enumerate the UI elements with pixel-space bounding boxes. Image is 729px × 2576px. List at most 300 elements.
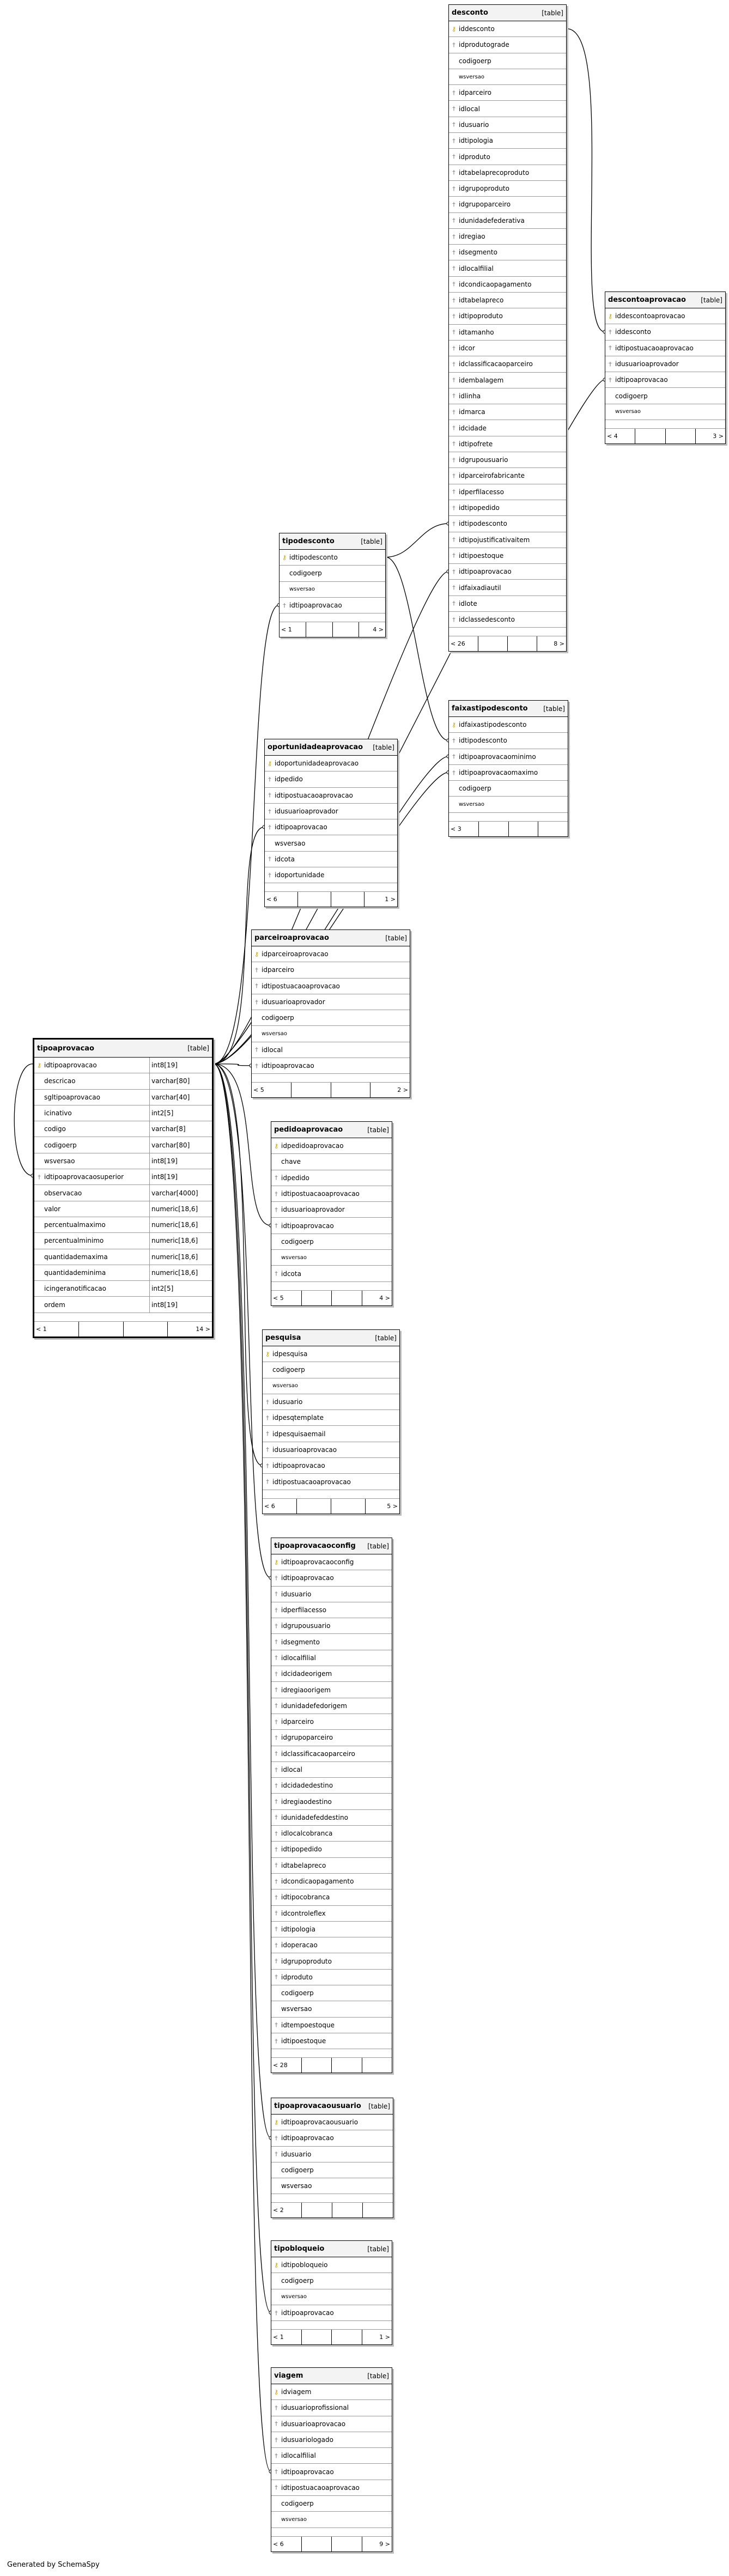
column-row[interactable] <box>605 388 725 404</box>
column-row[interactable] <box>34 1249 212 1265</box>
footer-cell <box>332 2537 362 2551</box>
column-row[interactable] <box>263 1346 399 1362</box>
table-spacer <box>605 420 725 429</box>
table-header[interactable] <box>271 2368 392 2384</box>
table-pedidoaprovacao[interactable] <box>271 1121 392 1306</box>
column-row[interactable] <box>271 2162 393 2178</box>
column-row[interactable] <box>605 341 725 356</box>
column-name-cell <box>449 424 566 432</box>
column-row[interactable] <box>271 1202 392 1218</box>
column-type: int8[19] <box>149 1153 212 1169</box>
column-row[interactable] <box>271 1778 392 1794</box>
column-row[interactable] <box>271 1985 392 2001</box>
column-name: idmarca <box>459 408 485 416</box>
column-name-cell <box>271 1206 392 1213</box>
column-row[interactable] <box>449 325 566 341</box>
column-name: chave <box>281 1158 301 1166</box>
column-name: descricao <box>44 1077 76 1085</box>
column-row[interactable] <box>449 293 566 308</box>
column-name: idusuarioprofissional <box>281 2404 349 2412</box>
column-name: iddesconto <box>615 328 651 336</box>
column-row[interactable] <box>265 819 397 835</box>
column-row[interactable] <box>252 946 410 962</box>
column-name-cell <box>271 2436 392 2444</box>
column-row[interactable] <box>271 1666 392 1682</box>
column-name-cell <box>449 616 566 623</box>
column-name: idtipologia <box>459 137 493 145</box>
column-row[interactable] <box>280 566 385 581</box>
table-viagem[interactable] <box>271 2367 392 2552</box>
column-name-cell <box>449 265 566 272</box>
column-row[interactable] <box>271 1218 392 1234</box>
column-row[interactable] <box>449 53 566 69</box>
column-row[interactable] <box>271 2033 392 2049</box>
foreign-key-icon: † <box>275 2420 278 2428</box>
table-desconto[interactable] <box>448 4 567 652</box>
foreign-key-icon: † <box>452 281 455 288</box>
foreign-key-icon: † <box>609 328 612 336</box>
column-row[interactable] <box>271 1970 392 1985</box>
column-name: idtipostuacaoaprovacao <box>262 982 340 990</box>
table-header[interactable] <box>280 533 385 550</box>
child-count <box>362 2058 392 2073</box>
column-row[interactable] <box>265 867 397 883</box>
table-header[interactable] <box>449 5 566 21</box>
column-row[interactable] <box>449 452 566 468</box>
foreign-key-icon: † <box>275 1702 278 1710</box>
column-row[interactable] <box>449 69 566 85</box>
foreign-key-icon: † <box>275 1941 278 1949</box>
column-row[interactable] <box>449 341 566 356</box>
column-row[interactable] <box>34 1169 212 1185</box>
column-row[interactable] <box>252 979 410 994</box>
column-name-cell <box>280 569 385 577</box>
column-name: idclassificacaoparceiro <box>281 1749 355 1758</box>
column-name: idgrupoproduto <box>459 185 509 193</box>
column-row[interactable] <box>449 548 566 564</box>
column-row[interactable] <box>449 580 566 596</box>
column-row[interactable] <box>605 372 725 388</box>
table-tipobloqueio[interactable] <box>271 2240 392 2345</box>
column-row[interactable] <box>271 2018 392 2033</box>
column-row[interactable] <box>271 1138 392 1154</box>
column-row[interactable] <box>449 229 566 245</box>
column-row[interactable] <box>449 500 566 516</box>
column-name: idcota <box>281 1269 301 1278</box>
column-name: idtipopedido <box>459 504 500 512</box>
column-name: idtipocobranca <box>281 1893 330 1901</box>
column-name-cell <box>449 360 566 368</box>
column-row[interactable] <box>252 1058 410 1074</box>
column-name: icingeranotificacao <box>44 1285 106 1293</box>
column-name: codigoerp <box>615 392 648 400</box>
column-row[interactable] <box>271 1587 392 1602</box>
foreign-key-icon: † <box>266 1398 269 1406</box>
column-row[interactable] <box>449 21 566 37</box>
column-row[interactable] <box>271 1762 392 1778</box>
table-name: desconto <box>452 9 488 17</box>
table-name: tipoaprovacao <box>37 1044 94 1053</box>
foreign-key-icon: † <box>275 2468 278 2476</box>
column-row[interactable] <box>449 733 568 749</box>
column-row[interactable] <box>271 2384 392 2400</box>
table-oportunidadeaprovacao[interactable] <box>264 739 398 907</box>
table-parceiroaprovacao[interactable] <box>251 929 410 1098</box>
column-row[interactable] <box>265 788 397 804</box>
column-row[interactable] <box>280 598 385 613</box>
foreign-key-icon: † <box>275 1670 278 1678</box>
column-name-cell <box>449 801 568 807</box>
table-header[interactable] <box>263 1330 399 1346</box>
column-name-cell <box>34 1189 149 1197</box>
column-name-cell <box>605 344 725 352</box>
column-row[interactable] <box>263 1362 399 1378</box>
table-descontoaprovacao[interactable] <box>605 291 726 444</box>
table-tag: [table] <box>367 1126 389 1134</box>
column-row[interactable] <box>271 1618 392 1634</box>
column-row[interactable] <box>252 994 410 1010</box>
column-name-cell <box>271 2261 392 2269</box>
column-row[interactable] <box>252 1026 410 1042</box>
column-row[interactable] <box>263 1474 399 1490</box>
column-row[interactable] <box>449 37 566 53</box>
column-name: quantidademinima <box>44 1269 106 1277</box>
column-name: idcidade <box>459 424 487 432</box>
column-row[interactable] <box>605 404 725 420</box>
column-row[interactable] <box>271 2496 392 2512</box>
table-spacer <box>449 628 566 636</box>
column-row[interactable] <box>605 356 725 372</box>
foreign-key-icon: † <box>275 1750 278 1758</box>
table-faixastipodesconto[interactable] <box>448 700 568 837</box>
table-tag: [table] <box>367 2245 389 2253</box>
column-row[interactable] <box>271 1810 392 1826</box>
column-row[interactable] <box>34 1153 212 1169</box>
column-row[interactable] <box>449 245 566 260</box>
foreign-key-icon: † <box>275 1606 278 1614</box>
column-row[interactable] <box>449 260 566 276</box>
table-header[interactable] <box>271 2098 393 2115</box>
column-name-cell <box>449 57 566 65</box>
table-tipoaprovacao[interactable] <box>33 1038 214 1338</box>
column-row[interactable] <box>449 149 566 165</box>
column-row[interactable] <box>449 612 566 628</box>
table-spacer <box>449 813 568 822</box>
column-name-cell <box>34 1125 149 1133</box>
column-name: ordem <box>44 1301 65 1309</box>
foreign-key-icon: † <box>452 424 455 432</box>
column-row[interactable] <box>449 781 568 797</box>
table-tag: [table] <box>361 538 382 545</box>
column-row[interactable] <box>271 2305 392 2321</box>
column-row[interactable] <box>271 1890 392 1905</box>
column-row[interactable] <box>449 85 566 101</box>
column-row[interactable] <box>271 1714 392 1730</box>
column-row[interactable] <box>449 388 566 404</box>
column-name-cell <box>271 1941 392 1949</box>
table-header[interactable] <box>271 1122 392 1138</box>
column-name: idlocalfilial <box>281 2452 316 2460</box>
column-row[interactable] <box>271 1746 392 1762</box>
column-row[interactable] <box>449 484 566 500</box>
column-name: idcidadedestino <box>281 1782 333 1790</box>
child-count: 2 > <box>397 1086 408 1094</box>
column-row[interactable] <box>449 749 568 765</box>
column-row[interactable] <box>271 2448 392 2464</box>
column-name: idtipoaprovacao <box>281 1222 334 1230</box>
column-row[interactable] <box>449 532 566 548</box>
column-row[interactable] <box>271 1922 392 1937</box>
column-row[interactable] <box>271 2432 392 2448</box>
column-name: valor <box>44 1205 61 1213</box>
column-name: codigoerp <box>459 57 491 65</box>
column-row[interactable] <box>265 771 397 787</box>
column-row[interactable] <box>449 373 566 388</box>
column-row[interactable] <box>605 324 725 340</box>
relationship-line <box>14 1064 33 1176</box>
column-name: percentualmaximo <box>44 1221 106 1229</box>
column-row[interactable] <box>449 516 566 532</box>
footer-cell <box>635 429 665 443</box>
column-row[interactable] <box>271 2001 392 2017</box>
footer-cell <box>331 1499 366 1514</box>
table-header[interactable] <box>449 701 568 717</box>
column-row[interactable] <box>34 1105 212 1121</box>
column-row[interactable] <box>449 213 566 229</box>
column-name-cell <box>252 966 410 974</box>
column-row[interactable] <box>271 1858 392 1874</box>
table-header[interactable] <box>271 1538 392 1554</box>
column-name: idtabelaprecoproduto <box>459 168 530 177</box>
column-row[interactable] <box>271 1266 392 1281</box>
column-row[interactable] <box>265 852 397 867</box>
column-row[interactable] <box>271 1602 392 1618</box>
table-header[interactable] <box>271 2241 392 2257</box>
column-row[interactable] <box>449 797 568 812</box>
column-row[interactable] <box>280 550 385 566</box>
column-row[interactable] <box>271 1698 392 1714</box>
column-row[interactable] <box>449 717 568 733</box>
foreign-key-icon: † <box>275 1798 278 1806</box>
column-row[interactable] <box>34 1185 212 1201</box>
table-tag: [table] <box>375 1334 397 1342</box>
child-count: 9 > <box>379 2540 390 2548</box>
column-row[interactable] <box>449 181 566 197</box>
column-name: idtipofrete <box>459 440 493 448</box>
table-header[interactable] <box>605 292 725 308</box>
column-row[interactable] <box>263 1410 399 1426</box>
foreign-key-icon: † <box>275 1845 278 1853</box>
column-row[interactable] <box>271 1234 392 1250</box>
footer-cell <box>478 636 508 651</box>
column-name: idtipoaprovacaousuario <box>281 2118 359 2127</box>
column-row[interactable] <box>252 1010 410 1026</box>
table-spacer <box>271 2049 392 2058</box>
column-row[interactable] <box>271 1953 392 1969</box>
column-row[interactable] <box>34 1058 212 1073</box>
column-row[interactable] <box>271 1937 392 1953</box>
column-row[interactable] <box>265 756 397 771</box>
table-footer <box>605 429 725 443</box>
column-row[interactable] <box>34 1233 212 1249</box>
column-row[interactable] <box>271 2512 392 2528</box>
column-name: idtipodesconto <box>289 554 338 562</box>
foreign-key-icon: † <box>275 1622 278 1630</box>
column-name-cell <box>263 1478 399 1486</box>
column-row[interactable] <box>271 1634 392 1650</box>
column-name-cell <box>271 1830 392 1837</box>
column-row[interactable] <box>263 1394 399 1410</box>
parent-count: < 1 <box>271 2330 302 2344</box>
column-row[interactable] <box>449 101 566 117</box>
column-row[interactable] <box>449 165 566 181</box>
column-row[interactable] <box>252 1042 410 1058</box>
column-row[interactable] <box>265 804 397 819</box>
column-row[interactable] <box>34 1137 212 1153</box>
column-row[interactable] <box>271 1186 392 1202</box>
table-pesquisa[interactable] <box>262 1329 400 1514</box>
foreign-key-icon: † <box>268 807 271 815</box>
column-row[interactable] <box>449 564 566 580</box>
column-row[interactable] <box>271 1650 392 1666</box>
column-row[interactable] <box>252 962 410 978</box>
column-name-cell <box>271 1989 392 1997</box>
column-name-cell <box>271 1845 392 1853</box>
column-row[interactable] <box>605 308 725 324</box>
table-footer <box>252 1083 410 1097</box>
column-row[interactable] <box>271 2257 392 2273</box>
column-row[interactable] <box>449 765 568 781</box>
column-row[interactable] <box>263 1426 399 1442</box>
column-row[interactable] <box>34 1297 212 1313</box>
column-row[interactable] <box>271 1554 392 1570</box>
column-row[interactable] <box>271 2147 393 2162</box>
column-name: idparceiro <box>262 966 294 974</box>
table-header[interactable] <box>34 1040 212 1058</box>
column-name-cell <box>271 1718 392 1726</box>
column-row[interactable] <box>271 1154 392 1170</box>
column-name-cell <box>449 89 566 96</box>
column-name: wsversao <box>459 74 485 80</box>
column-row[interactable] <box>271 1730 392 1746</box>
table-header[interactable] <box>265 739 397 756</box>
column-row[interactable] <box>34 1121 212 1137</box>
column-row[interactable] <box>265 835 397 851</box>
column-row[interactable] <box>271 1682 392 1698</box>
column-row[interactable] <box>271 2273 392 2289</box>
column-row[interactable] <box>449 197 566 212</box>
column-name: idlocal <box>459 105 480 113</box>
table-header[interactable] <box>252 930 410 946</box>
column-row[interactable] <box>271 2400 392 2416</box>
table-tipoaprovacaousuario[interactable] <box>271 2098 393 2218</box>
column-row[interactable] <box>449 468 566 484</box>
column-row[interactable] <box>449 436 566 452</box>
column-row[interactable] <box>263 1442 399 1458</box>
column-name: idoportunidade <box>275 871 325 879</box>
table-name: tipoaprovacaousuario <box>274 2102 361 2110</box>
column-name-cell <box>449 217 566 224</box>
column-row[interactable] <box>271 1842 392 1857</box>
column-name: idcontroleflex <box>281 1909 326 1917</box>
column-row[interactable] <box>34 1201 212 1217</box>
column-row[interactable] <box>34 1073 212 1089</box>
foreign-key-icon: † <box>452 568 455 575</box>
column-row[interactable] <box>271 2130 393 2146</box>
column-row[interactable] <box>271 1906 392 1922</box>
column-name: idtipoaprovacaosuperior <box>44 1173 124 1181</box>
column-row[interactable] <box>263 1458 399 1474</box>
column-name-cell <box>271 1638 392 1646</box>
column-row[interactable] <box>449 133 566 149</box>
column-row[interactable] <box>449 308 566 324</box>
table-name: tipobloqueio <box>274 2245 325 2253</box>
column-name-cell <box>449 737 568 744</box>
table-tipoaprovacaoconfig[interactable] <box>271 1538 392 2073</box>
column-name: iddescontoaprovacao <box>615 312 685 320</box>
column-row[interactable] <box>271 1826 392 1842</box>
column-name: idtipobloqueio <box>281 2261 328 2269</box>
table-tipodesconto[interactable] <box>279 533 386 637</box>
column-name-cell <box>280 602 385 609</box>
column-row[interactable] <box>34 1090 212 1105</box>
column-row[interactable] <box>280 582 385 598</box>
foreign-key-icon: † <box>255 998 258 1006</box>
column-row[interactable] <box>271 1874 392 1890</box>
column-row[interactable] <box>271 2416 392 2432</box>
column-row[interactable] <box>271 1170 392 1186</box>
column-type: varchar[80] <box>149 1137 212 1152</box>
column-row[interactable] <box>449 356 566 372</box>
column-row[interactable] <box>271 2289 392 2305</box>
foreign-key-icon: † <box>452 296 455 304</box>
column-name: idtipoaprovacaomaximo <box>459 769 538 777</box>
table-spacer <box>271 2321 392 2330</box>
column-name: sgltipoaprovacao <box>44 1093 100 1101</box>
column-row[interactable] <box>34 1281 212 1297</box>
column-row[interactable] <box>34 1265 212 1281</box>
column-row[interactable] <box>271 1570 392 1586</box>
column-row[interactable] <box>271 2480 392 2496</box>
column-row[interactable] <box>271 2178 393 2194</box>
column-name: idtipodesconto <box>459 737 507 745</box>
column-row[interactable] <box>271 1794 392 1809</box>
column-name: percentualminimo <box>44 1237 104 1245</box>
column-row[interactable] <box>449 404 566 420</box>
foreign-key-icon: † <box>38 1173 41 1181</box>
foreign-key-icon: † <box>255 1062 258 1070</box>
column-type: varchar[40] <box>149 1090 212 1105</box>
footer-cell <box>331 892 364 907</box>
column-name: idcondicaopagamento <box>281 1878 354 1886</box>
column-row[interactable] <box>449 596 566 612</box>
column-row[interactable] <box>271 2115 393 2130</box>
child-count: 4 > <box>379 1294 390 1302</box>
column-row[interactable] <box>449 117 566 133</box>
column-name: idtipoaprovacao <box>281 2309 334 2317</box>
foreign-key-icon: † <box>275 1766 278 1773</box>
footer-cell <box>332 2203 363 2217</box>
column-row[interactable] <box>449 420 566 436</box>
foreign-key-icon: † <box>452 616 455 623</box>
column-row[interactable] <box>34 1217 212 1233</box>
footer-cell <box>302 1291 332 1305</box>
column-row[interactable] <box>263 1378 399 1394</box>
column-row[interactable] <box>271 1250 392 1266</box>
column-row[interactable] <box>271 2464 392 2480</box>
column-row[interactable] <box>449 277 566 293</box>
column-name-cell <box>449 753 568 761</box>
